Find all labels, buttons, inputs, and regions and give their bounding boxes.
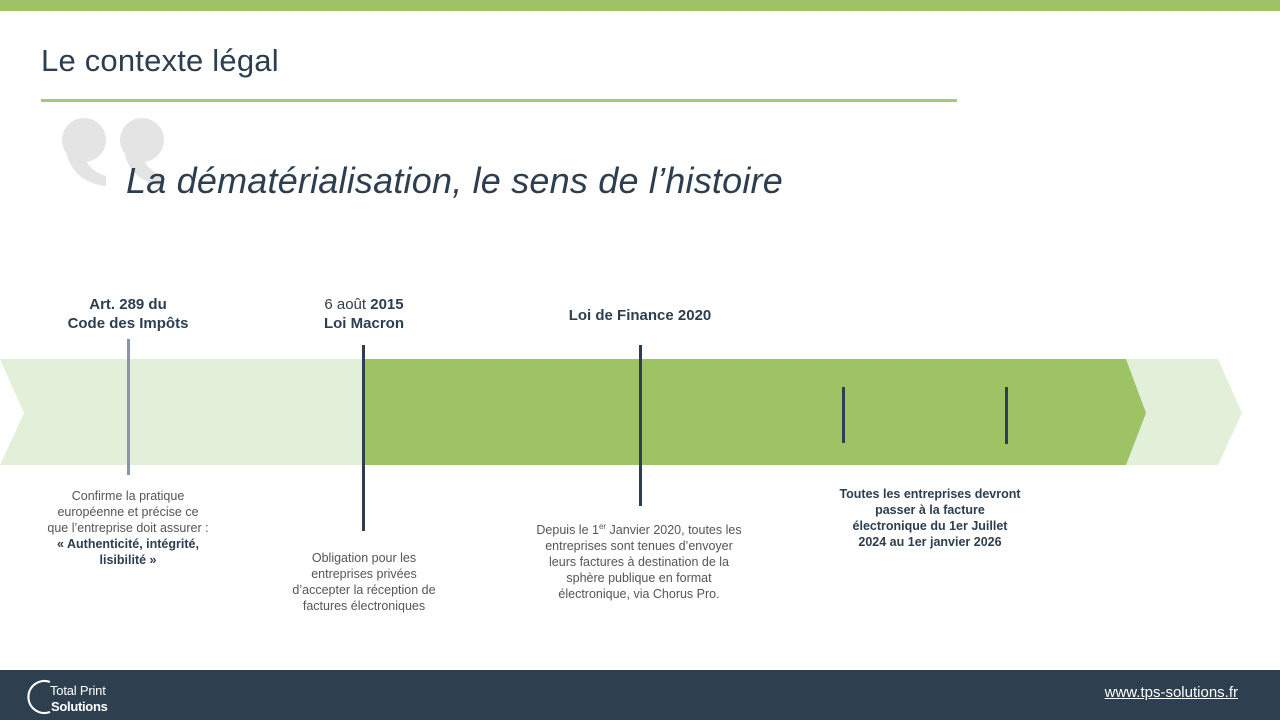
milestone-3-label: Loi de Finance 2020 — [568, 307, 712, 324]
logo-text-line1: Total Print — [50, 683, 106, 698]
timeline-marker-1 — [127, 339, 130, 475]
timeline-marker-4 — [842, 387, 845, 443]
logo-text-line2: Solutions — [51, 699, 108, 714]
slide-title: Le contexte légal — [41, 43, 279, 78]
timeline-arrow-dark — [362, 359, 1146, 465]
milestone-2-description: Obligation pour les entreprises privées d’accepter la réception de factures électroniques — [292, 551, 436, 613]
slide-subtitle: La dématérialisation, le sens de l’histoire — [126, 160, 783, 201]
timeline-marker-5 — [1005, 387, 1008, 444]
milestone-1-label: Art. 289 du Code des Impôts — [67, 296, 189, 332]
footer-bar — [0, 670, 1280, 720]
title-underline — [41, 99, 957, 102]
milestone-3-description: Depuis le 1er Janvier 2020, toutes les entreprises sont tenues d’envoyer leurs factures à destination de la sphère publique en format électronique, via Chorus Pro. — [536, 521, 742, 601]
milestone-2-label: 6 août 2015 Loi Macron — [323, 296, 404, 332]
top-accent-bar — [0, 0, 1280, 11]
timeline-marker-2 — [362, 345, 365, 531]
website-link[interactable]: www.tps-solutions.fr — [1104, 684, 1238, 701]
milestone-4-description: Toutes les entreprises devront passer à la facture électronique du 1er Juillet 2024 au 1er janvier 2026 — [839, 487, 1021, 549]
timeline-marker-3 — [639, 345, 642, 506]
milestone-1-description: Confirme la pratique européenne et précise ce que l’entreprise doit assurer : « Authenticité, intégrité, lisibilité » — [47, 489, 209, 567]
